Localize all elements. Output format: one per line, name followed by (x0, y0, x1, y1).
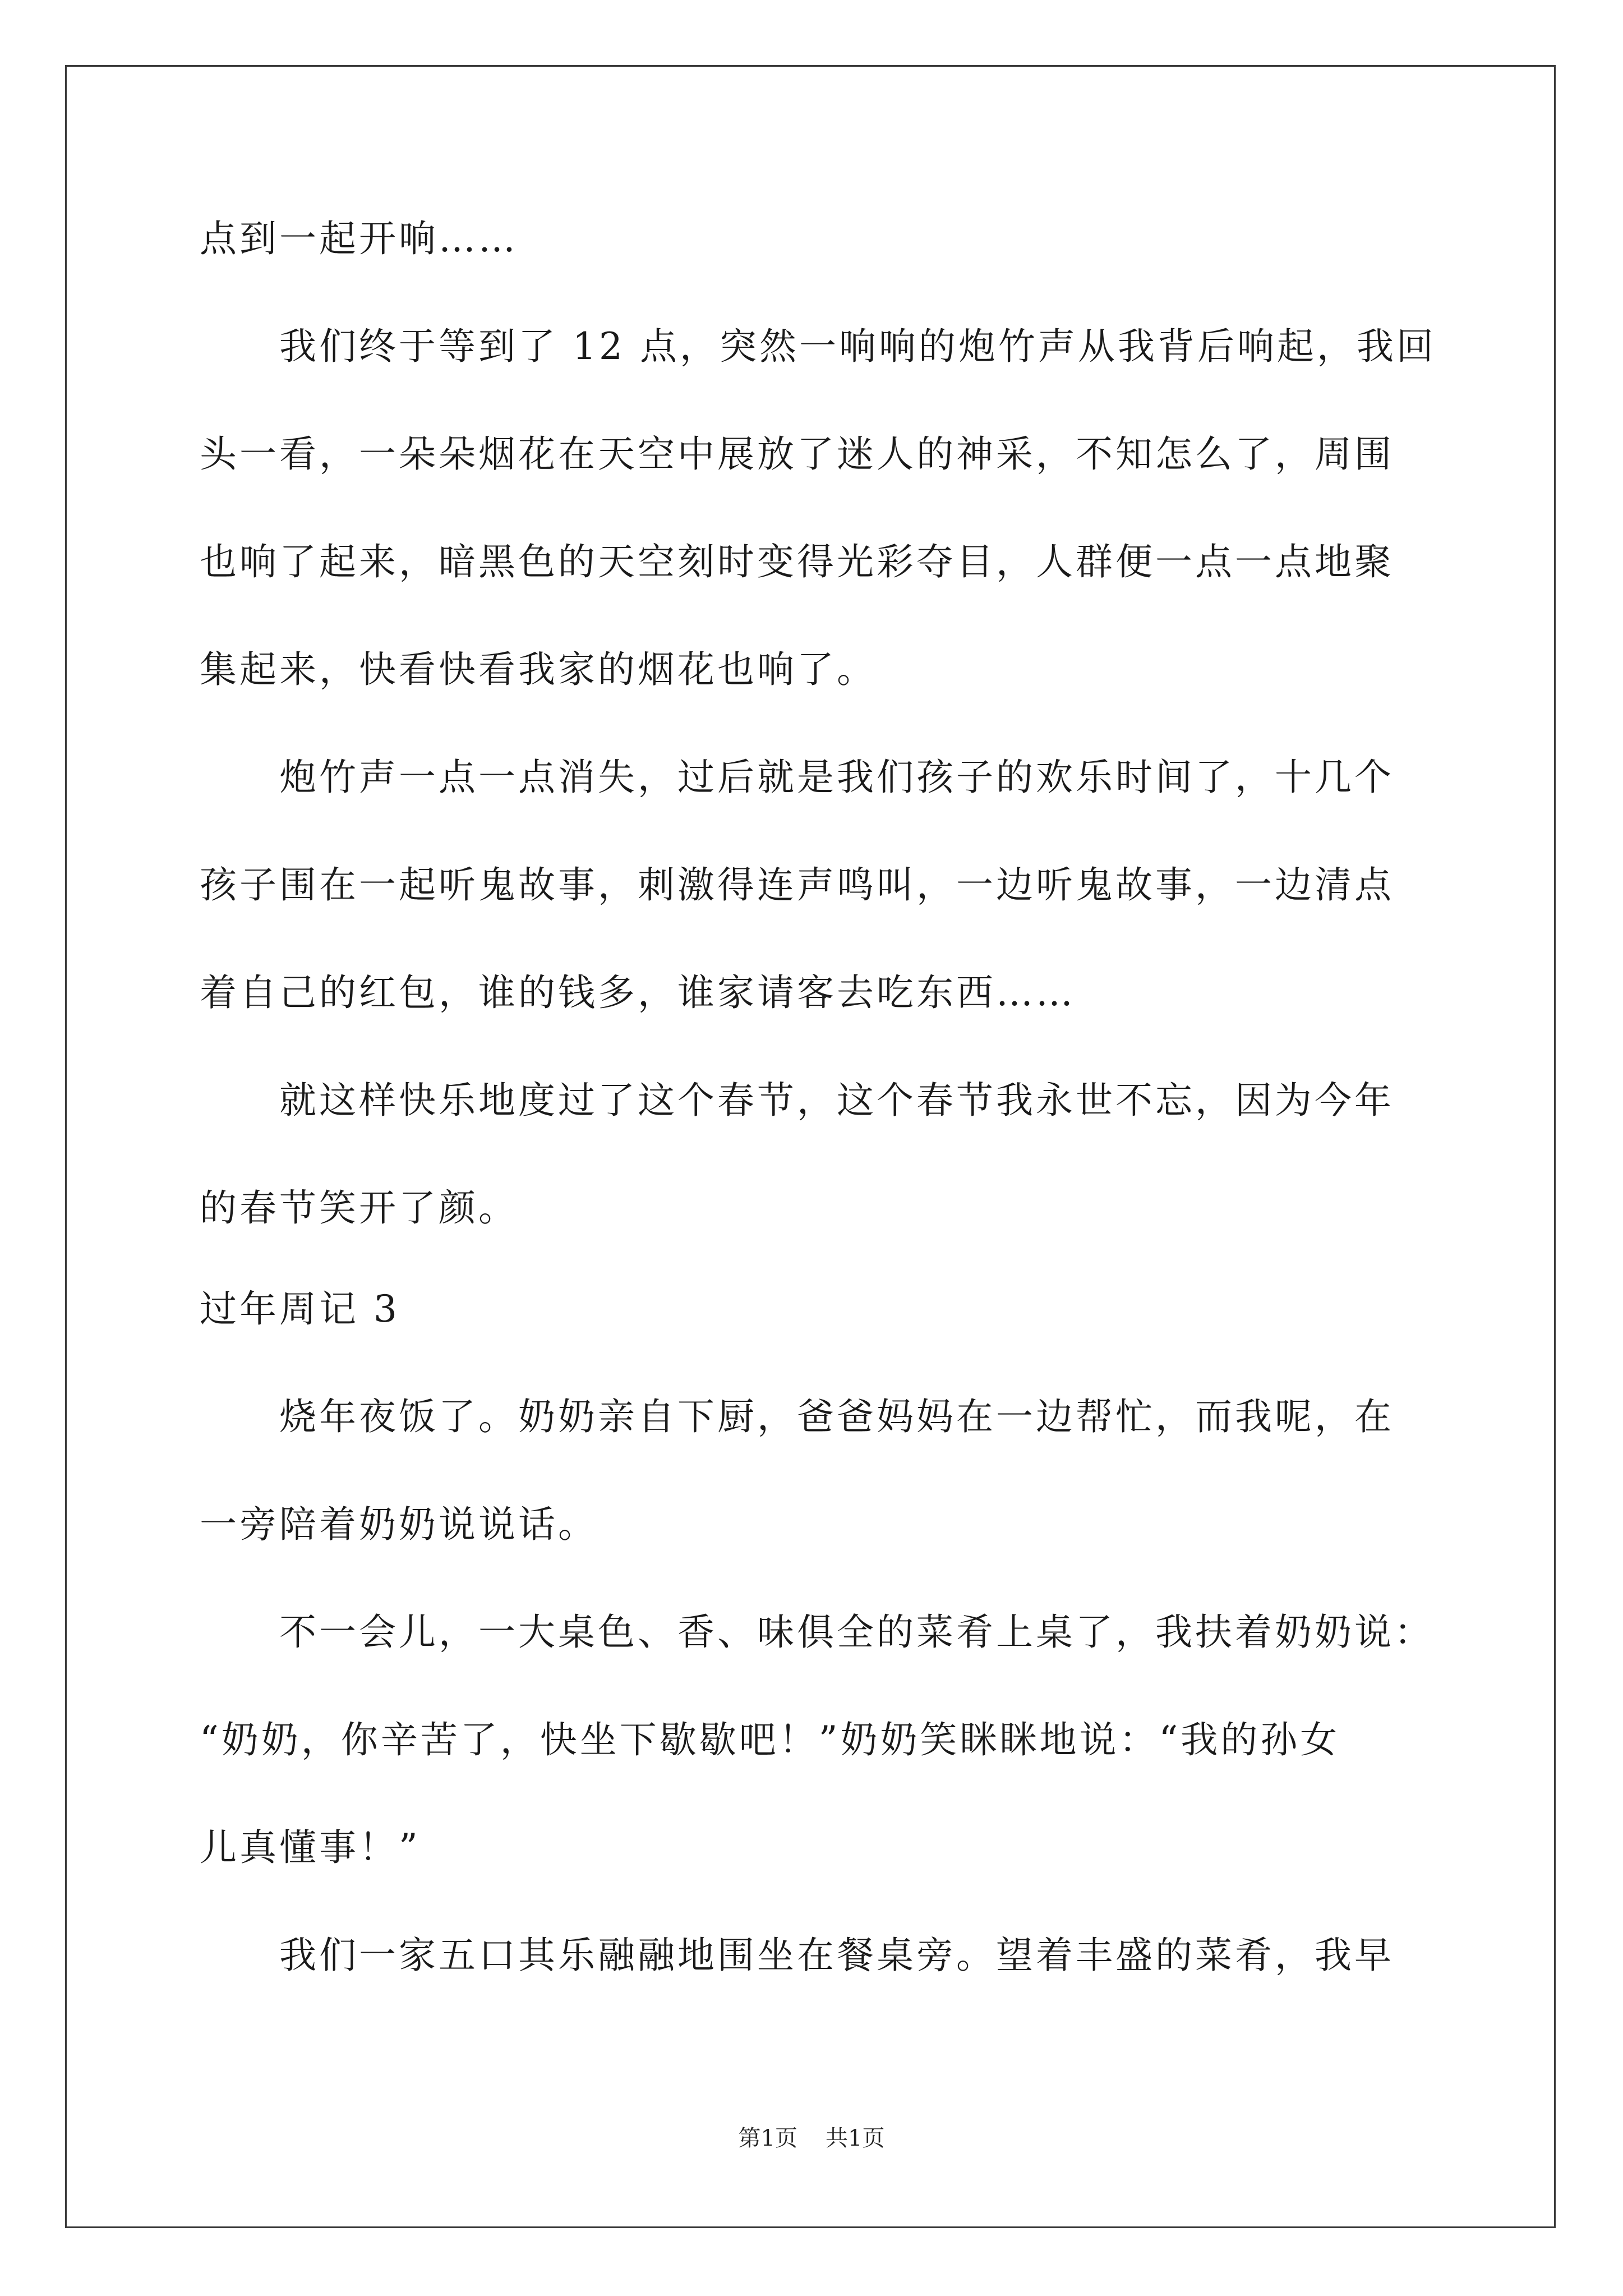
paragraph-start: 炮竹声一点一点消失，过后就是我们孩子的欢乐时间了，十几个 (279, 756, 1394, 799)
text-line: 儿真懂事！” (200, 1826, 421, 1869)
page-total: 共1页 (826, 2125, 885, 2151)
page-border (65, 65, 1556, 2228)
text-line: 头一看，一朵朵烟花在天空中展放了迷人的神采，不知怎么了，周围 (200, 432, 1394, 476)
page-footer (0, 2120, 1623, 2152)
paragraph-start: 不一会儿，一大桌色、香、味俱全的菜肴上桌了，我扶着奶奶说： (279, 1611, 1434, 1654)
paragraph-start: 烧年夜饭了。奶奶亲自下厨，爸爸妈妈在一边帮忙，而我呢，在 (279, 1395, 1394, 1438)
text-line: 点到一起开响…… (200, 217, 518, 260)
paragraph-start: 我们终于等到了 12 点，突然一响响的炮竹声从我背后响起，我回 (279, 325, 1436, 368)
text-line: 也响了起来，暗黑色的天空刻时变得光彩夺目，人群便一点一点地聚 (200, 540, 1394, 583)
text-line: 集起来，快看快看我家的烟花也响了。 (200, 648, 877, 691)
paragraph-start: 我们一家五口其乐融融地围坐在餐桌旁。望着丰盛的菜肴，我早 (279, 1934, 1394, 1977)
text-line: 一旁陪着奶奶说说话。 (200, 1503, 598, 1546)
paragraph-start: 就这样快乐地度过了这个春节，这个春节我永世不忘，因为今年 (279, 1079, 1394, 1122)
section-heading: 过年周记 3 (200, 1287, 400, 1331)
text-line: 着自己的红包，谁的钱多，谁家请客去吃东西…… (200, 971, 1076, 1014)
page-number: 第1页 (738, 2125, 797, 2151)
text-line: “奶奶，你辛苦了，快坐下歇歇吧！”奶奶笑眯眯地说：“我的孙女 (200, 1718, 1340, 1761)
text-line: 的春节笑开了颜。 (200, 1186, 518, 1230)
text-line: 孩子围在一起听鬼故事，刺激得连声鸣叫，一边听鬼故事，一边清点 (200, 863, 1394, 907)
